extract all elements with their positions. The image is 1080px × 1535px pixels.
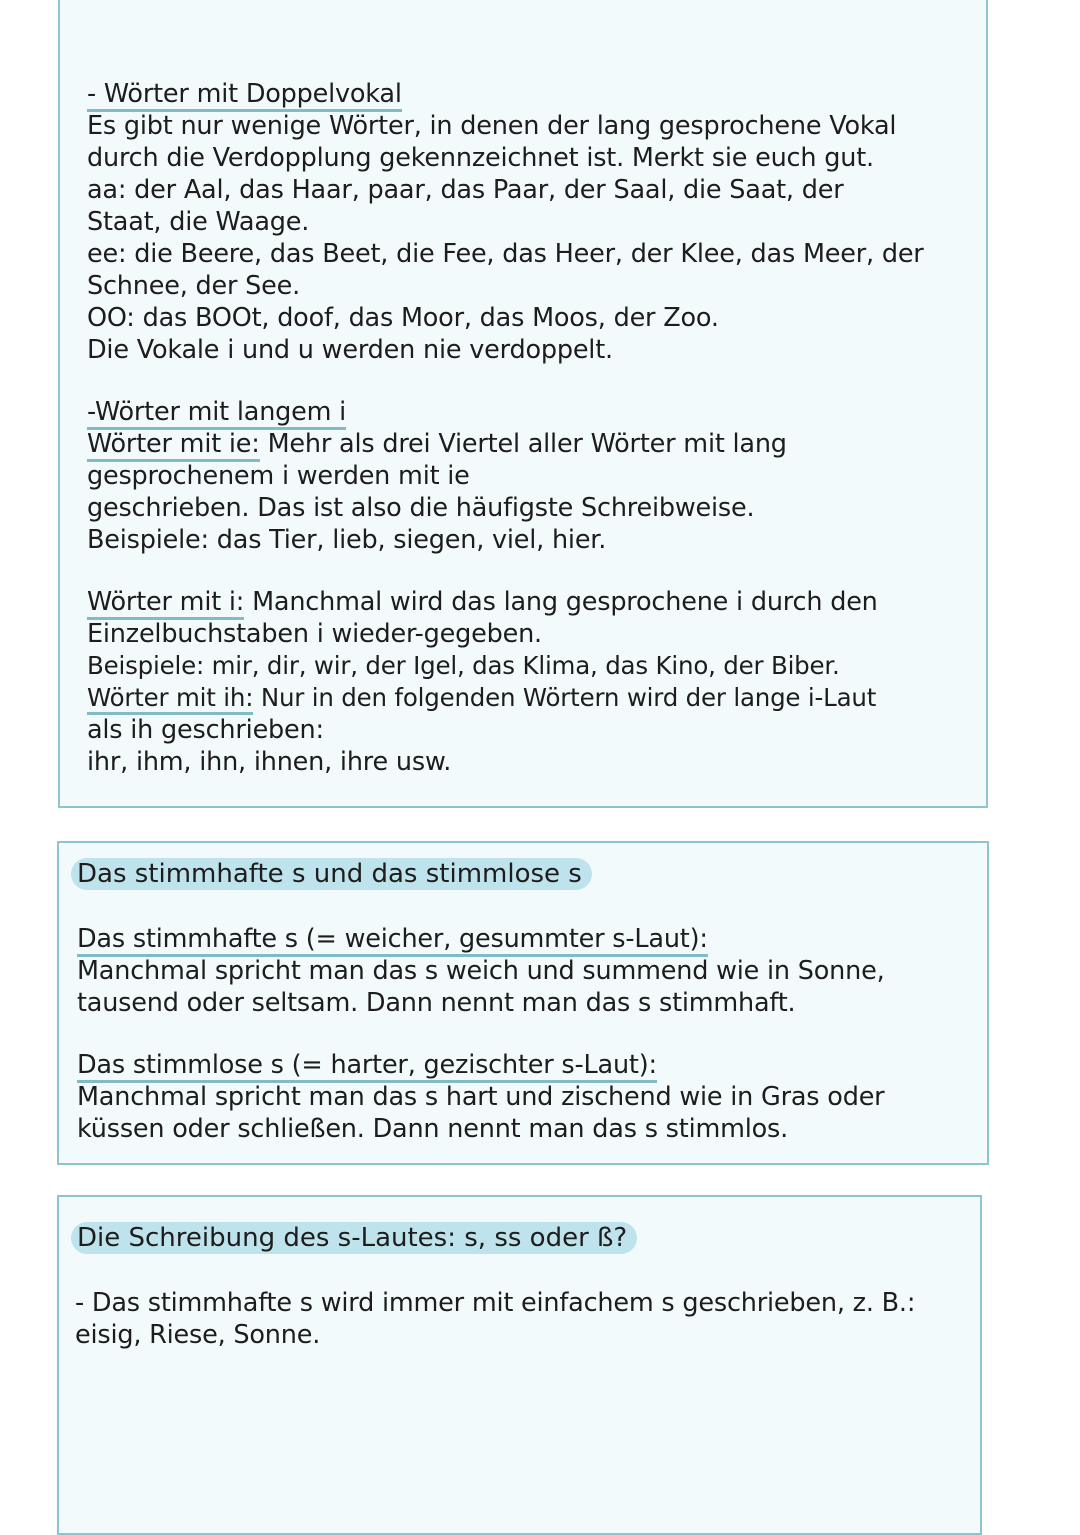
text-line: geschrieben. Das ist also die häufigste Schreibweise. [87, 493, 755, 523]
ih-label: Wörter mit ih: [87, 683, 253, 715]
card-long-vowels [58, 0, 988, 808]
card-s-sounds [57, 841, 989, 1165]
ie-text: Mehr als drei Viertel aller Wörter mit lang [259, 429, 787, 459]
voiced-heading [77, 923, 708, 955]
text-line: Manchmal spricht man das s hart und zischend wie in Gras oder [77, 1082, 885, 1112]
text-line: ee: die Beere, das Beet, die Fee, das Heer, der Klee, das Meer, der [87, 239, 924, 269]
ie-paragraph-first-line [87, 428, 787, 460]
heading-langem-i-text: -Wörter mit langem i [87, 397, 346, 430]
text-line: Manchmal spricht man das s weich und summend wie in Sonne, [77, 956, 885, 986]
text-line: durch die Verdopplung gekennzeichnet ist. Merkt sie euch gut. [87, 143, 874, 173]
ie-label: Wörter mit ie: [87, 429, 260, 462]
card-s-spelling [57, 1195, 982, 1535]
text-line: als ih geschrieben: [87, 715, 324, 745]
heading-doppelvokal-text: - Wörter mit Doppelvokal [87, 79, 402, 112]
text-line: Schnee, der See. [87, 271, 301, 301]
text-line: - Das stimmhafte s wird immer mit einfachem s geschrieben, z. B.: [75, 1288, 916, 1318]
text-line: Einzelbuchstaben i wieder-gegeben. [87, 619, 542, 649]
section-title-s-sounds: Das stimmhafte s und das stimmlose s [71, 858, 592, 890]
section-title-s-spelling: Die Schreibung des s-Lautes: s, ss oder ß? [71, 1222, 637, 1254]
i-text: Manchmal wird das lang gesprochene i durch den [244, 587, 878, 617]
text-line: küssen oder schließen. Dann nennt man das s stimmlos. [77, 1114, 789, 1144]
text-line: Es gibt nur wenige Wörter, in denen der lang gesprochene Vokal [87, 111, 897, 141]
i-label: Wörter mit i: [87, 587, 244, 620]
voiceless-heading-text: Das stimmlose s (= harter, gezischter s-Laut): [77, 1050, 657, 1083]
voiceless-heading [77, 1049, 657, 1081]
text-line: Die Vokale i und u werden nie verdoppelt. [87, 335, 613, 365]
text-line: tausend oder seltsam. Dann nennt man das s stimmhaft. [77, 988, 796, 1018]
text-line: aa: der Aal, das Haar, paar, das Paar, der Saal, die Saat, der [87, 175, 844, 205]
text-line: Beispiele: das Tier, lieb, siegen, viel, hier. [87, 525, 607, 555]
text-line: ihr, ihm, ihn, ihnen, ihre usw. [87, 747, 452, 777]
voiced-heading-text: Das stimmhafte s (= weicher, gesummter s-Laut): [77, 924, 708, 957]
ih-text: Nur in den folgenden Wörtern wird der lange i-Laut [253, 683, 877, 712]
i-paragraph-first-line [87, 586, 878, 618]
heading-langem-i [87, 396, 346, 428]
text-line: Staat, die Waage. [87, 207, 310, 237]
ih-paragraph-first-line [87, 682, 876, 714]
text-line: OO: das BOOt, doof, das Moor, das Moos, der Zoo. [87, 303, 719, 333]
text-line: Beispiele: mir, dir, wir, der Igel, das Klima, das Kino, der Biber. [87, 651, 840, 680]
heading-doppelvokal [87, 78, 402, 110]
text-line: gesprochenem i werden mit ie [87, 461, 470, 491]
text-line: eisig, Riese, Sonne. [75, 1320, 321, 1350]
